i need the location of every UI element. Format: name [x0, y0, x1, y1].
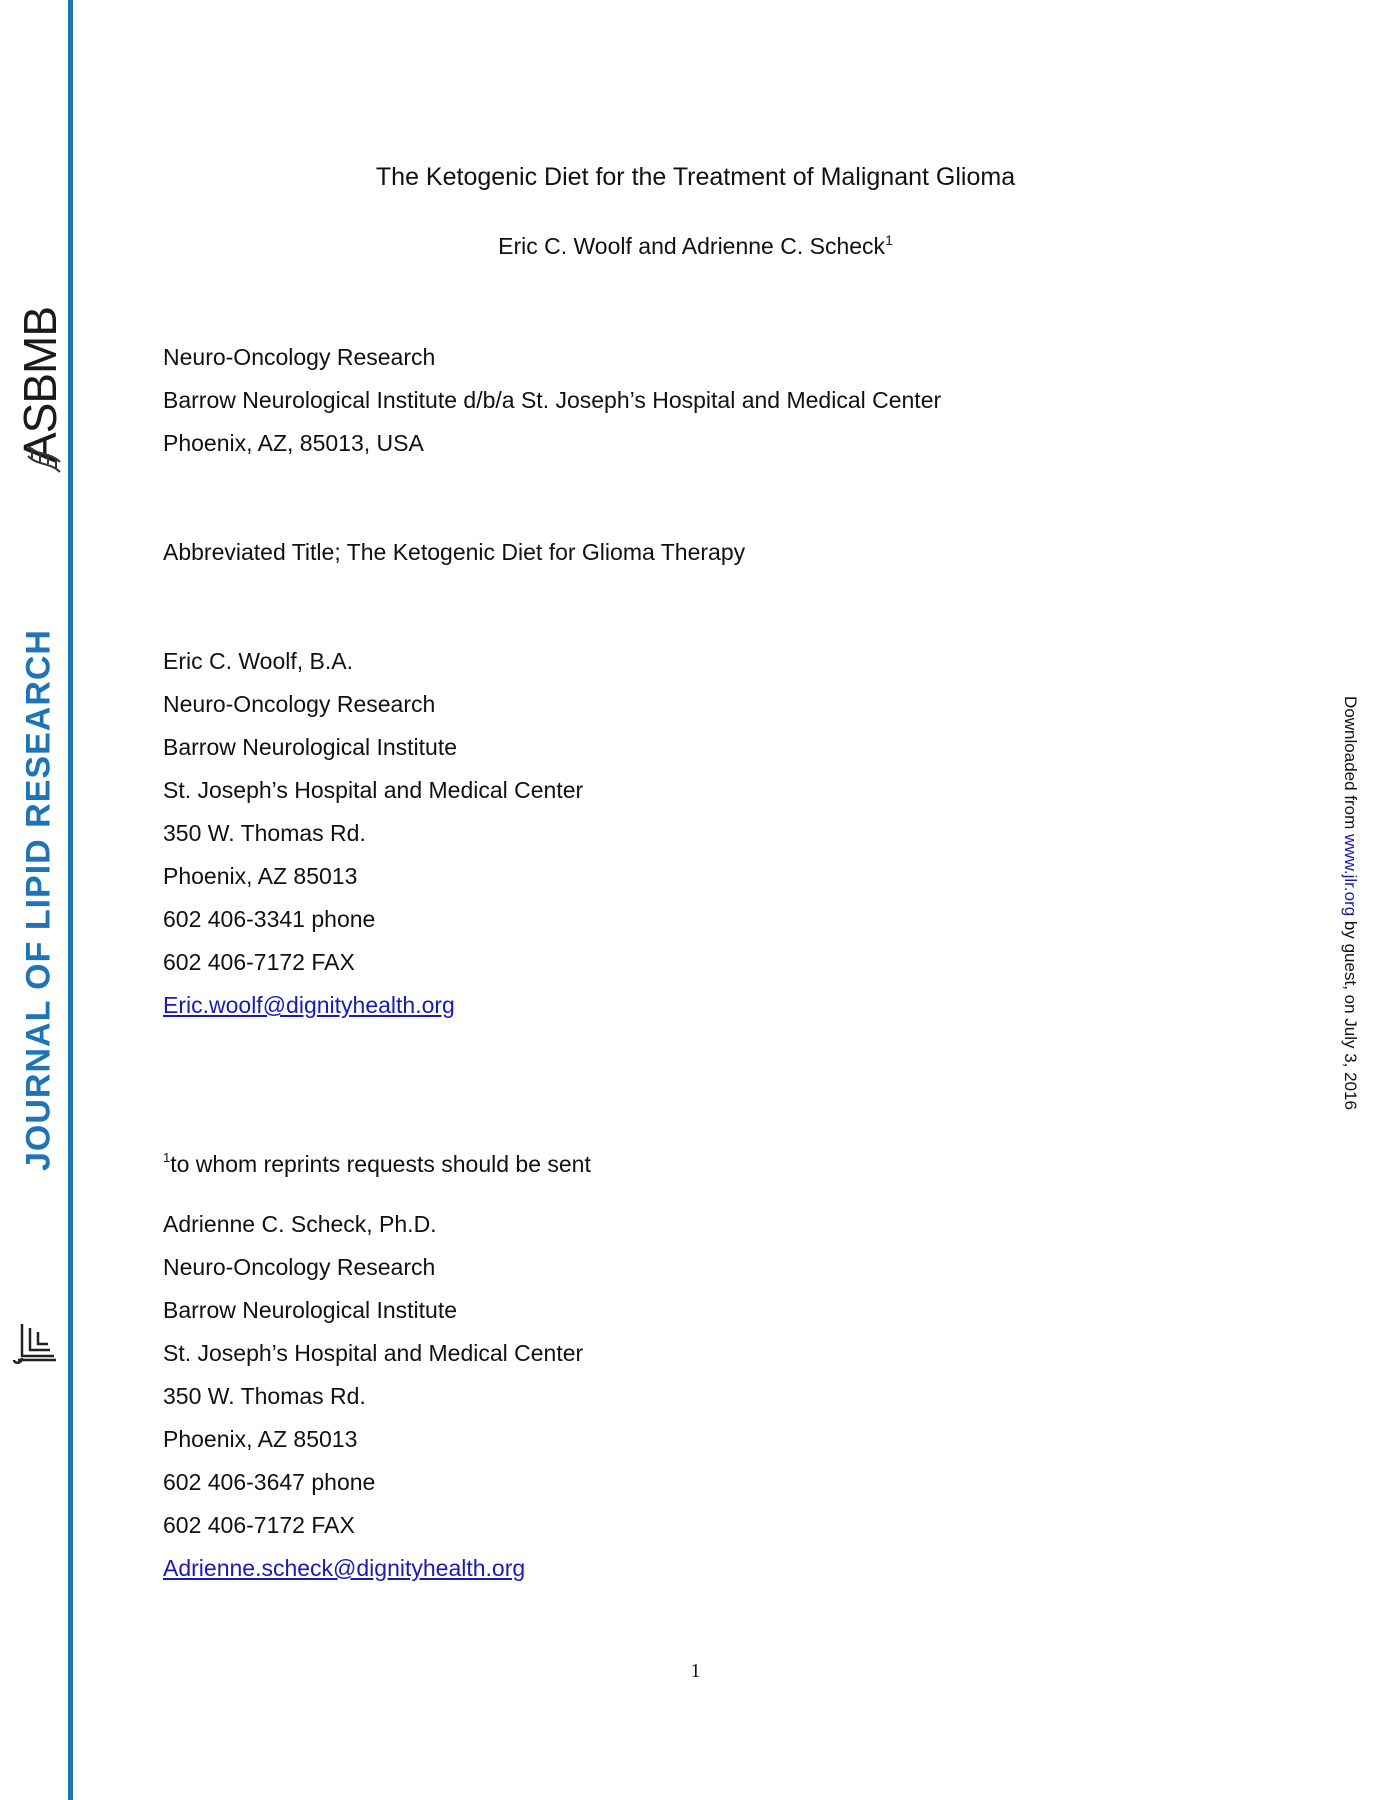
author1-email-link[interactable]: Eric.woolf@dignityhealth.org [163, 992, 455, 1018]
contact-line: 350 W. Thomas Rd. [163, 1383, 366, 1409]
download-suffix: by guest, on July 3, 2016 [1341, 916, 1360, 1110]
contact-line: St. Joseph’s Hospital and Medical Center [163, 1340, 584, 1366]
reprint-note [163, 1136, 591, 1186]
society-name: ASBMB [14, 306, 66, 464]
contact-line: 602 406-7172 FAX [163, 1512, 355, 1538]
reprint-footnote-marker: 1 [163, 1150, 171, 1165]
affiliation-line: Neuro-Oncology Research [163, 344, 436, 370]
author1-contact-block [163, 640, 583, 1027]
abbreviated-title: Abbreviated Title; The Ketogenic Diet for Glioma Therapy [163, 539, 746, 565]
author-names: Eric C. Woolf and Adrienne C. Scheck [498, 233, 886, 259]
contact-line: Barrow Neurological Institute [163, 734, 458, 760]
contact-line: 350 W. Thomas Rd. [163, 820, 366, 846]
jlr-logo-icon [10, 1320, 60, 1364]
affiliation-line: Barrow Neurological Institute d/b/a St. Joseph’s Hospital and Medical Center [163, 387, 942, 413]
dna-helix-icon [24, 442, 64, 478]
author2-email-link[interactable]: Adrienne.scheck@dignityhealth.org [163, 1555, 526, 1581]
affiliation-block [163, 336, 941, 465]
contact-line: 602 406-7172 FAX [163, 949, 355, 975]
page-number: 1 [690, 1660, 701, 1682]
contact-line: 602 406-3647 phone [163, 1469, 376, 1495]
journal-sidebar-title [14, 625, 64, 1175]
contact-line: Neuro-Oncology Research [163, 1254, 436, 1280]
contact-line: Neuro-Oncology Research [163, 691, 436, 717]
journal-name: JOURNAL OF LIPID RESEARCH [19, 629, 58, 1171]
contact-line: Adrienne C. Scheck, Ph.D. [163, 1211, 437, 1237]
author2-contact-block [163, 1203, 583, 1590]
download-note [1330, 678, 1370, 1128]
author-footnote-marker: 1 [885, 232, 893, 248]
contact-line: Eric C. Woolf, B.A. [163, 648, 354, 674]
left-margin-rule [68, 0, 73, 1800]
affiliation-line: Phoenix, AZ, 85013, USA [163, 430, 424, 456]
reprint-note-text: to whom reprints requests should be sent [170, 1151, 591, 1177]
contact-line: Barrow Neurological Institute [163, 1297, 458, 1323]
paper-title: The Ketogenic Diet for the Treatment of Malignant Glioma [375, 163, 1016, 191]
asbmb-sidebar-logo [12, 290, 68, 480]
contact-line: Phoenix, AZ 85013 [163, 1426, 358, 1452]
author-line [0, 232, 1391, 260]
contact-line: 602 406-3341 phone [163, 906, 376, 932]
contact-line: St. Joseph’s Hospital and Medical Center [163, 777, 584, 803]
download-prefix: Downloaded from [1341, 696, 1360, 835]
jlr-website-link[interactable]: www.jlr.org [1341, 834, 1360, 917]
contact-line: Phoenix, AZ 85013 [163, 863, 358, 889]
